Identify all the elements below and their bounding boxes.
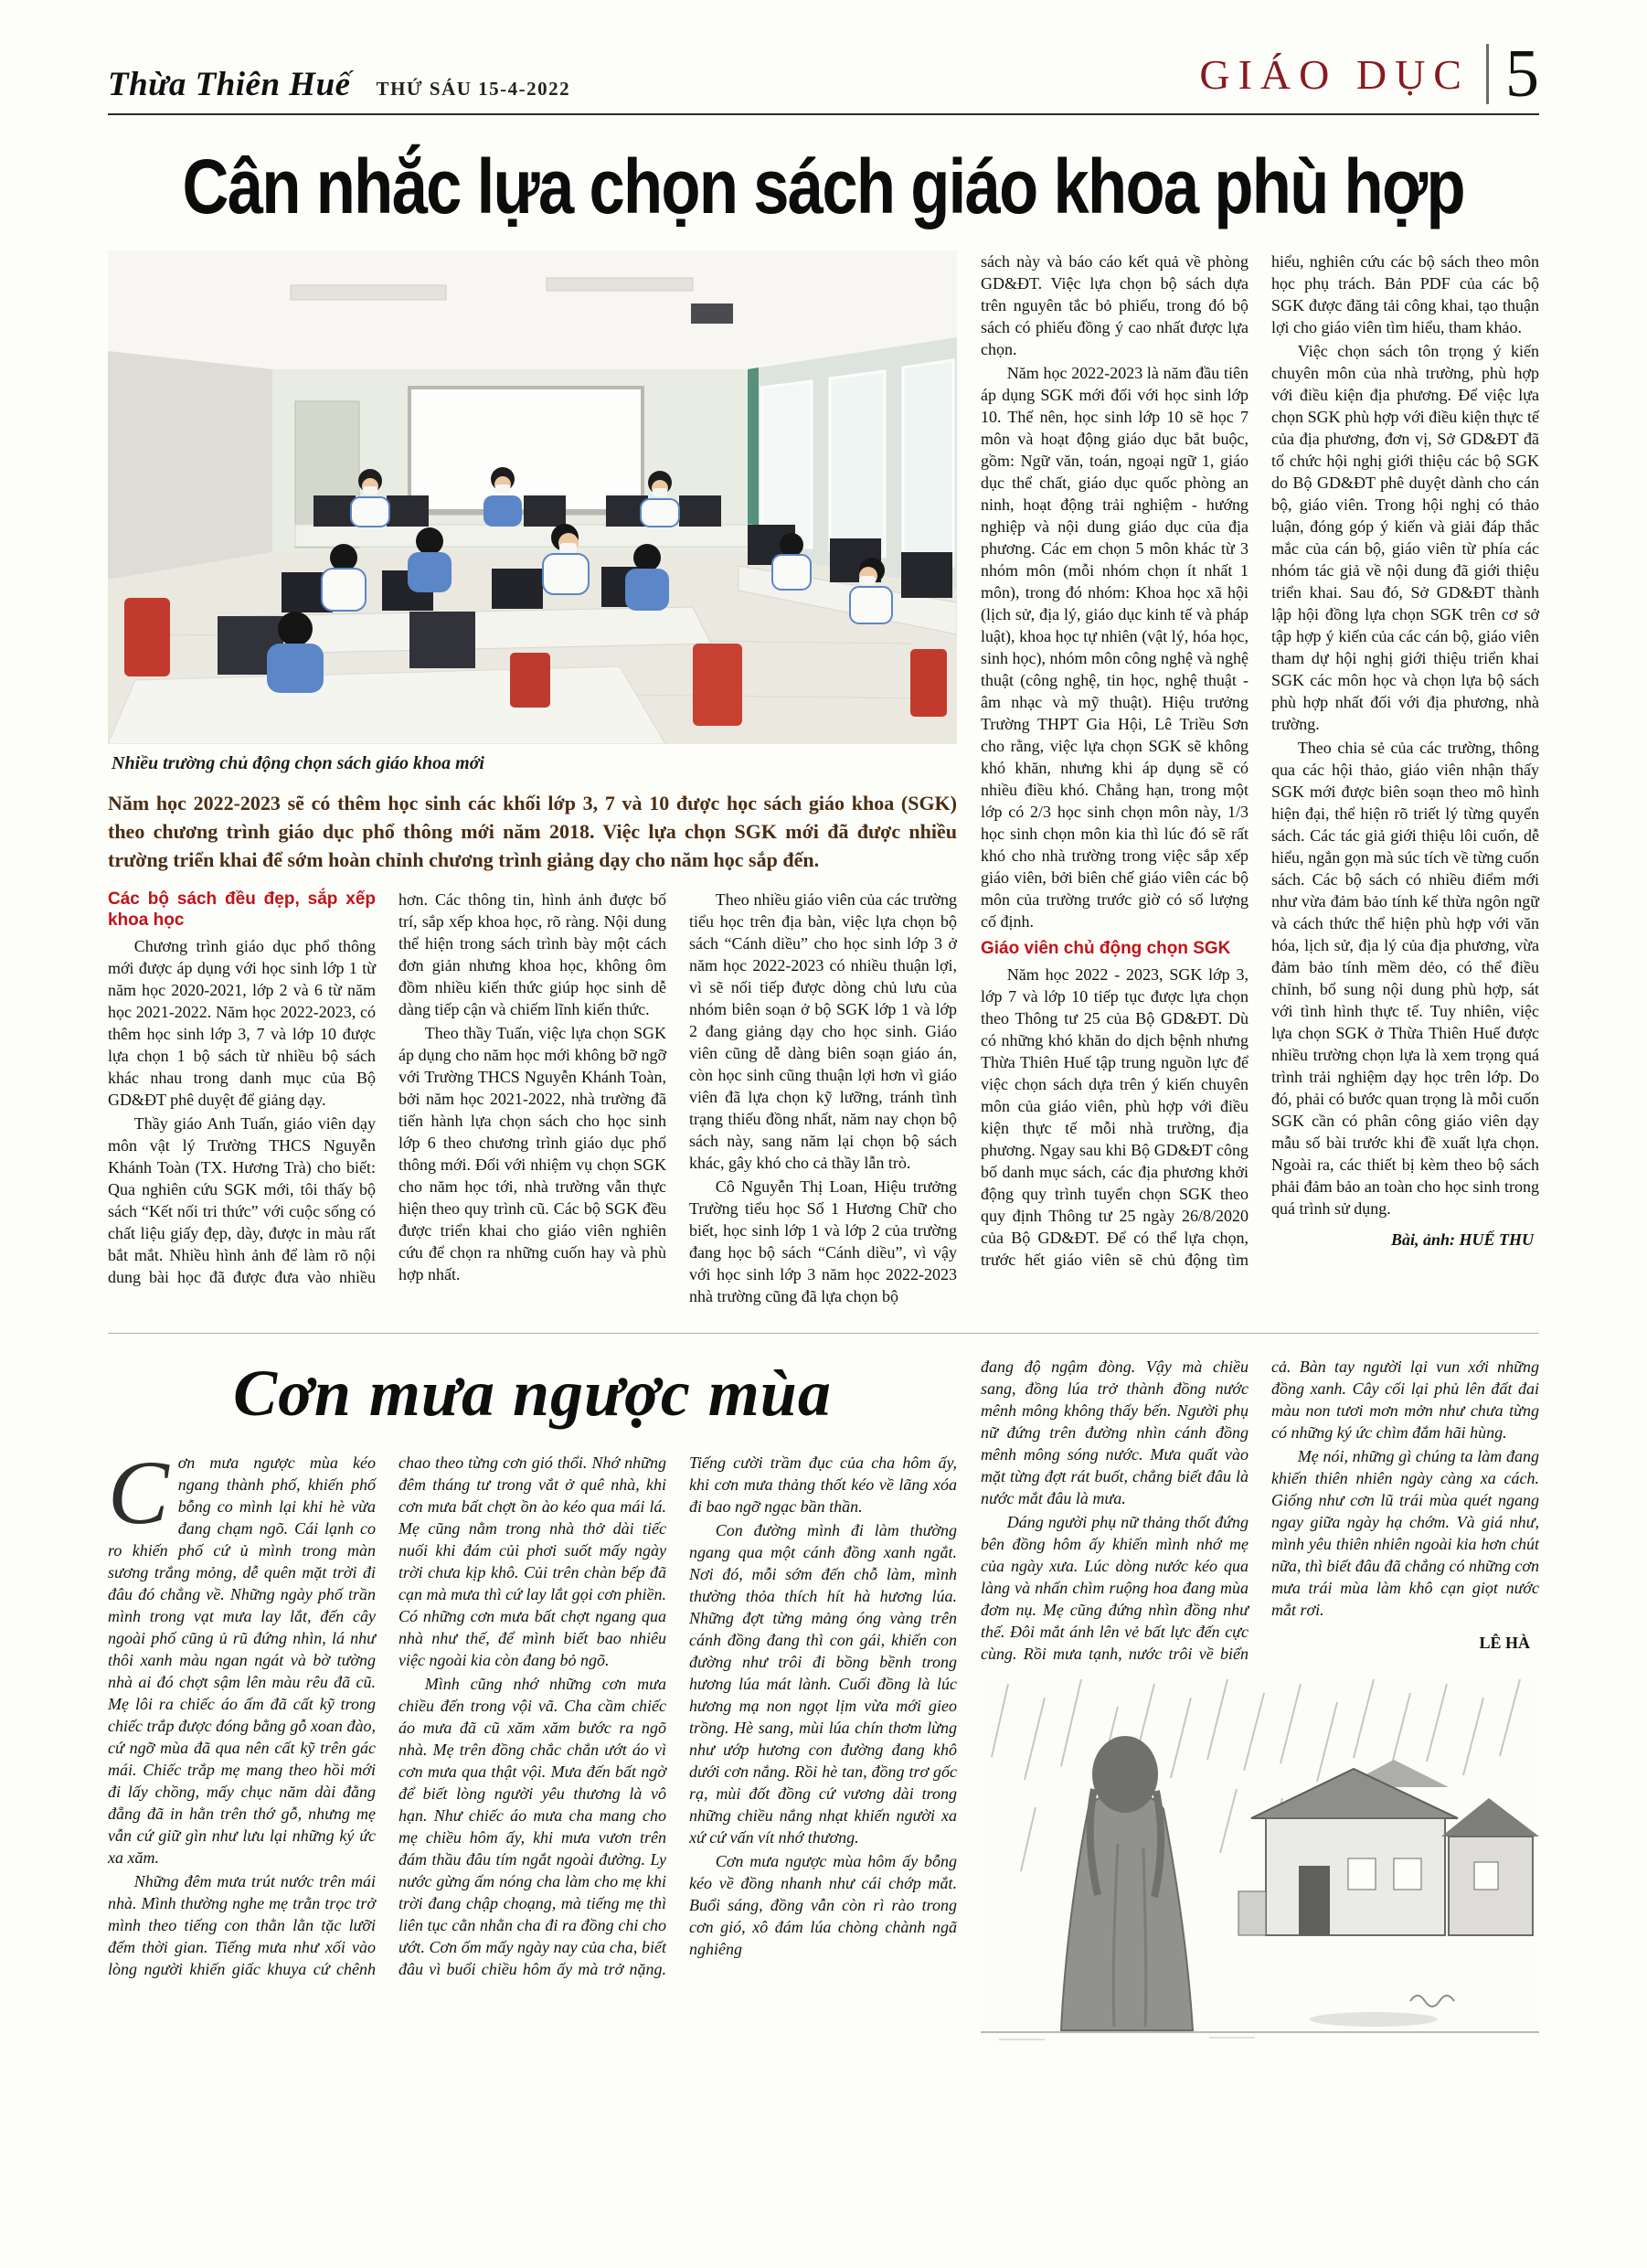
photo-caption: Nhiều trường chủ động chọn sách giáo khoa mới	[112, 753, 484, 774]
paragraph: Năm học 2022-2023 là năm đầu tiên áp dụng SGK mới đối với học sinh lớp 10. Thế nên, học sinh lớp 10 sẽ học 7 môn và hoạt động giáo dục bắt buộc, gồm: Ngữ văn, toán, ngoại ngữ 1, giáo dục thể chất, giáo dục quốc phòng an ninh, hoạt động trải nghiệm - hướng nghiệp và nội dung giáo dục của địa phương. Các em chọn 5 môn khác từ 3 nhóm môn (mỗi nhóm chọn ít nhất 1 môn), trong đó nhóm: Khoa học xã hội (lịch sử, địa lý, giáo dục kinh tế và pháp luật), khoa học tự nhiên (vật lý, hóa học, sinh học), nhóm môn công nghệ và nghệ thuật (công nghệ, tin học, nghệ thuật - âm nhạc và mỹ thuật). Hiệu trưởng Trường THPT Gia Hội, Lê Triều Sơn cho rằng, việc lựa chọn SGK sẽ không khó khăn, nhưng khi áp dụng sẽ có nhiều điều khó. Chẳng hạn, trong một lớp có 2/3 học sinh chọn môn này, 1/3 học sinh chọn môn kia thì lúc đó sẽ rất khó cho nhà trường trong việc sắp xếp giáo viên, bởi biên chế giáo viên các bộ môn của trường trước giờ có số lượng cố định.	[981, 364, 1249, 932]
classroom-photo-graphic	[108, 250, 957, 744]
essay-body-left-columns	[108, 1442, 957, 1980]
classroom-photo	[108, 250, 957, 744]
paragraph: Con đường mình đi làm thường ngang qua một cánh đồng xanh ngắt. Nơi đó, mỗi sớm đến chỗ làm, mình thường thỏa thích hít hà hương lúa. Những đợt từng mảng óng vàng trên cánh đồng đang thì con gái, khiến con đường như trôi đi bồng bềnh trong hương lúa mát lành. Cuối đồng là lúc hương mạ non ngọt lịm vừa mới gieo trồng. Hè sang, mùi lúa chín thơm lừng như ướp hương con đường đang khô dưới cơn nắng. Rồi hè tan, đồng trơ gốc rạ, mùi đốt đồng cứ vương dài trong những chiều nắng nhạt khiến người xa xứ cứ vấn vít nhớ thương.	[689, 1521, 957, 1847]
cont: đang độ ngậm đòng. Vậy mà chiều sang, đồng lúa trở thành đồng nước mênh mông không thấy bến. Người phụ nữ đứng trên đường nhìn cánh đồng mênh mông sóng nước. Mưa quất vào mặt từng đợt rát buốt, chẳng biết đâu là nước mắt đâu là mưa.	[981, 1358, 1249, 1508]
essay-title: Cơn mưa ngược mùa	[233, 1357, 832, 1431]
cont: sách này và báo cáo kết quả về phòng GD&ĐT. Việc lựa chọn bộ sách dựa trên nguyên tắc bỏ phiếu, trong đó bộ sách có phiếu đồng ý cao nhất được lựa chọn.	[981, 252, 1249, 359]
subhead: Các bộ sách đều đẹp, sắp xếp khoa học	[108, 889, 376, 931]
paragraph: Dáng người phụ nữ thảng thốt đứng bên đồng hôm ấy khiến mình nhớ mẹ của ngày xưa. Lúc dòng nước kéo qua làng và nhấn chìm ruộng hoa đang mùa đơm nụ. Mẹ cũng đứng nhìn đồng như thế. Đôi mắt ánh lên vẻ bất lực đến cực cùng. Rồi mưa tạnh, nước trôi về biển cả. Bàn tay người lại vun xới những đồng xanh. Cây cối lại phủ lên đất đai màu non tươi mơn mởn như chưa từng có những ký ức chìm đắm hãi hùng.	[981, 1358, 1539, 1664]
essay-left	[108, 1356, 957, 1980]
paragraph: Theo nhiều giáo viên của các trường tiểu học trên địa bàn, việc lựa chọn bộ sách “Cánh diều” cho học sinh lớp 3 ở năm học 2022-2023 có nhiều thuận lợi, vì sẽ nối tiếp được dòng chủ lưu của nhóm biên soạn ở bộ SGK lớp 1 và lớp 2 đang giảng dạy cho học sinh. Giáo viên cũng dễ dàng biên soạn giáo án, còn học sinh cũng thuận lợi hơn vì giáo viên đã lựa chọn kỹ lưỡng, tránh tình trạng thiếu đồng nhất, năm nay chọn bộ sách này, sang năm lại chọn bộ sách khác, gây khó cho cả thầy lẫn trò.	[689, 890, 957, 1173]
rain-illustration	[981, 1679, 1539, 2045]
essay-right	[981, 1356, 1539, 2045]
paragraph: Cơn mưa ngược mùa hôm ấy bỗng kéo về đồng nhanh như cái chớp mắt. Buổi sáng, đồng vẫn còn rì rào trong cơn gió, xô đám lúa chòng chành ngã nghiêng	[689, 1852, 957, 1959]
article-body-left-columns	[108, 889, 957, 1307]
paragraph: Năm học 2022 - 2023, SGK lớp 3, lớp 7 và lớp 10 tiếp tục được lựa chọn theo Thông tư 25 của Bộ GD&ĐT. Dù có những khó khăn do dịch bệnh nhưng Thừa Thiên Huế tập trung nguồn lực để việc chọn sách dựa trên ý kiến chuyên môn của giáo viên, phù hợp với điều kiện thực tế mỗi nhà trường, địa phương. Ngay sau khi Bộ GD&ĐT công bố danh mục sách, các địa phương khởi động quy trình tuyển chọn SGK theo quy định Thông tư 25 ngày 26/8/2020 của Bộ GD&ĐT. Để có thể lựa chọn, trước hết giáo viên sẽ chủ động tìm hiểu, nghiên cứu các bộ sách theo môn học phụ trách. Bản PDF của các bộ SGK được đăng tải công khai, tạo thuận lợi cho giáo viên tìm hiểu, tham khảo.	[981, 252, 1539, 1270]
masthead-group	[108, 65, 570, 104]
rain-illustration-graphic	[981, 1679, 1539, 2045]
subhead: Giáo viên chủ động chọn SGK	[981, 939, 1231, 959]
paragraph: Cô Nguyễn Thị Loan, Hiệu trưởng Trường tiểu học Số 1 Hương Chữ cho biết, học sinh lớp 1 và lớp 2 của trường đang học bộ sách “Cánh diều”, vì vậy với học sinh lớp 3 năm học 2022-2023 nhà trường cũng đã lựa chọn bộ	[689, 1177, 957, 1306]
issue-date: THỨ SÁU 15-4-2022	[376, 78, 571, 100]
article-lead: Năm học 2022-2023 sẽ có thêm học sinh các khối lớp 3, 7 và 10 được học sách giáo khoa (SGK) theo chương trình giáo dục phổ thông mới năm 2018. Việc lựa chọn SGK mới đã được nhiều trường triển khai để sớm hoàn chỉnh chương trình giảng dạy cho năm học sắp đến.	[108, 792, 957, 872]
page-header	[108, 37, 1539, 115]
main-article-left	[108, 250, 957, 1307]
paragraph: Mẹ nói, những gì chúng ta làm đang khiến thiên nhiên ngày càng xa cách. Giống như cơn lũ trái mùa quét ngang ngay giữa ngày hạ chớm. Và giá như, mình yêu thiên nhiên ngoài kia hơn chút nữa, thì biết đâu đã chẳng có những cơn mưa trái mùa làm khô cạn giọt nước mắt rơi.	[1271, 1447, 1539, 1620]
section-group	[1199, 37, 1539, 112]
article-body-right-columns	[981, 250, 1539, 1271]
byline2: LÊ HÀ	[1479, 1634, 1530, 1653]
main-article	[108, 250, 1539, 1307]
ceiling	[108, 250, 957, 369]
byline: Bài, ảnh: HUẾ THU	[1390, 1230, 1534, 1250]
main-headline: Cân nhắc lựa chọn sách giáo khoa phù hợp	[182, 144, 1465, 229]
main-headline-row	[108, 146, 1539, 227]
page-number: 5	[1505, 37, 1539, 112]
page-number-divider	[1486, 44, 1489, 104]
essay-first-paragraph-text: ơn mưa ngược mùa kéo ngang thành phố, khiến phố bỗng co mình lại khi hè vừa đang chạm ngõ. Cái lạnh co ro khiến phố cứ ủ mình trong màn sương trắng mỏng, dễ quên mặt trời đi đâu đó chẳng về. Những ngày phố trần mình trong vạt mưa lay lắt, đến cây ngoài phố cũng ủ rũ đứng nhìn, lá như thôi xanh màu ngan ngát và bờ tường nhà ai đó chợt sậm lên màu rêu đã cũ. Mẹ lôi ra chiếc áo ấm đã cất kỹ trong chiếc trắp được đóng bằng gỗ xoan đào, cứ ngỡ mùa đã qua nên cất kỹ trên gác mái. Chiếc trắp mẹ mang theo hồi mới đi lấy chồng, mấy chục năm dài đằng đẵng đã in hằn trên thớ gỗ, nhưng mẹ vẫn cứ giữ gìn như lưu lại những ký ức xa xăm.	[108, 1453, 376, 1868]
main-article-right	[981, 250, 1539, 1271]
paragraph: Theo thầy Tuấn, việc lựa chọn SGK áp dụng cho năm học mới không bỡ ngỡ với Trường THCS Nguyễn Khánh Toàn, bởi năm học 2021-2022, nhà trường đã tiến hành lựa chọn sách cho học sinh lớp 6 theo chương trình giáo dục phổ thông mới. Đối với nhiệm vụ chọn SGK cho năm học tới, nhà trường vẫn thực hiện theo quy trình cũ. Các bộ SGK đều được triển khai cho giáo viên nghiên cứu để chọn ra những cuốn hay và phù hợp nhất.	[398, 1024, 666, 1284]
paragraph: Chương trình giáo dục phổ thông mới được áp dụng với học sinh lớp 1 từ năm học 2020-2021, lớp 2 và 6 từ năm học 2021-2022. Năm học 2022-2023, có thêm học sinh lớp 3, 7 và lớp 10 được lựa chọn 1 bộ sách từ nhiều bộ sách khác nhau trong danh mục của Bộ GD&ĐT phê duyệt để giảng dạy.	[108, 937, 376, 1110]
essay-body-right-columns	[981, 1356, 1539, 1665]
essay-article	[108, 1333, 1539, 2045]
left-wall	[108, 351, 272, 580]
paragraph: Mình cũng nhớ những cơn mưa chiều đến trong vội vã. Cha cầm chiếc áo mưa đã cũ xăm xăm bước ra ngõ nhà. Mẹ trên đồng chắc chắn ướt áo vì cơn mưa qua thật vội. Mưa đến bất ngờ để biết lòng người yêu thương là vô hạn. Như chiếc áo mưa cha mang cho mẹ chiều hôm ấy, khi mưa vươn trên đám thầu đâu tím ngắt ngoài đường. Ly nước gừng ấm nóng cha làm cho mẹ khi trời đang chập choạng, mà tiếng mẹ thì liên tục cằn nhằn cha đi ra đồng chi cho ướt. Cơn ốm mấy ngày nay của cha, biết đâu vì buổi chiều hôm ấy mà trở nặng. Tiếng cười trầm đục của cha hôm ấy, khi cơn mưa thảng thốt kéo về lãng xóa đi bao ngỡ ngạc bần thần.	[398, 1453, 957, 1979]
paragraph: Theo chia sẻ của các trường, thông qua các hội thảo, giáo viên nhận thấy SGK mới được biên soạn theo mô hình hiện đại, thể hiện rõ triết lý từng quyển sách. Các tác giả giới thiệu lôi cuốn, dễ hiểu, ngắn gọn mà súc tích về từng cuốn sách. Các bộ sách có nhiều điểm mới như vừa đảm bảo tính kế thừa ngôn ngữ và cách thức thể hiện phù hợp với văn hóa, lịch sử, địa lý của địa phương, vừa đảm bảo tính mềm dẻo, có thể điều chỉnh, bổ sung nội dung phù hợp, sát với tình hình thực tế. Tuy nhiên, việc lựa chọn SGK ở Thừa Thiên Huế được nhiều trường chọn lựa là xem trọng quá trình trải nghiệm dạy học trên lớp. Do đó, phải có bước quan trọng là mỗi cuốn SGK cần có phân công giáo viên dạy mẫu số bài trước khi đề xuất lựa chọn. Ngoài ra, các thiết bị kèm theo bộ sách phải đảm bảo an toàn cho học sinh trong quá trình sử dụng.	[1271, 739, 1539, 1219]
paragraph: Thầy giáo Anh Tuấn, giáo viên dạy môn vật lý Trường THCS Nguyễn Khánh Toàn (TX. Hương Trà) cho biết: Qua nghiên cứu SGK mới, tôi thấy bộ sách “Kết nối tri thức” với cuộc sống có chất liệu giấy đẹp, dày, được in màu rất bắt mắt. Nhiều hình ảnh để làm rõ nội dung bài học đã được đưa vào nhiều hơn. Các thông tin, hình ảnh được bố trí, sắp xếp khoa học, rõ ràng. Nội dung thể hiện trong sách trình bày một cách đơn giản nhưng khoa học, không ôm đồm nhiều kiến thức giúp học sinh dễ dàng tiếp cận và chiếm lĩnh kiến thức.	[108, 890, 666, 1287]
drop-cap: C	[108, 1442, 169, 1544]
section-title: GIÁO DỤC	[1199, 50, 1470, 98]
whiteboard	[409, 388, 643, 514]
newspaper-name: Thừa Thiên Huế	[108, 66, 351, 103]
paragraph: Việc chọn sách tôn trọng ý kiến chuyên môn của nhà trường, phù hợp với điều kiện địa phương. Để việc lựa chọn SGK phù hợp với điều kiện thực tế của địa phương, đơn vị, Sở GD&ĐT đã tổ chức hội nghị giới thiệu các bộ SGK do Bộ GD&ĐT phê duyệt dành cho cán bộ, giáo viên. Trong hội nghị có thảo luận, đóng góp ý kiến và giải đáp thắc mắc của cán bộ, giáo viên từ phía các nhóm tác giả về nội dung đã giới thiệu triển khai. Sau đó, Sở GD&ĐT thành lập hội đồng lựa chọn SGK trên cơ sở tập hợp ý kiến của các cán bộ, giáo viên tham dự hội nghị giới thiệu triển khai SGK các môn học và chọn lựa bộ sách phù hợp nhất đối với địa phương, nhà trường.	[1271, 342, 1539, 734]
paragraph: Những đêm mưa trút nước trên mái nhà. Mình thường nghe mẹ trằn trọc trở mình theo tiếng con thằn lằn tặc lưỡi đếm thời gian. Tiếng mưa như xối vào lòng người khiến giấc khuya cứ chênh chao theo từng cơn gió thổi. Nhớ những đêm tháng tư trong vắt ở quê nhà, khi cơn mưa bất chợt ồn ào kéo qua mái lá. Mẹ cũng nằm trong nhà thở dài tiếc nuối khi đám củi phơi suốt mấy ngày trời chưa kịp khô. Củi trên chàn bếp đã cạn mà mưa thì cứ lay lắt gọi cơn phiền. Có những cơn mưa bất chợt ngang qua nhà như thế, để mình biết bao nhiêu việc ngoài kia còn đang bỏ ngõ.	[108, 1453, 666, 1979]
essay-first-paragraph	[108, 1442, 376, 1869]
